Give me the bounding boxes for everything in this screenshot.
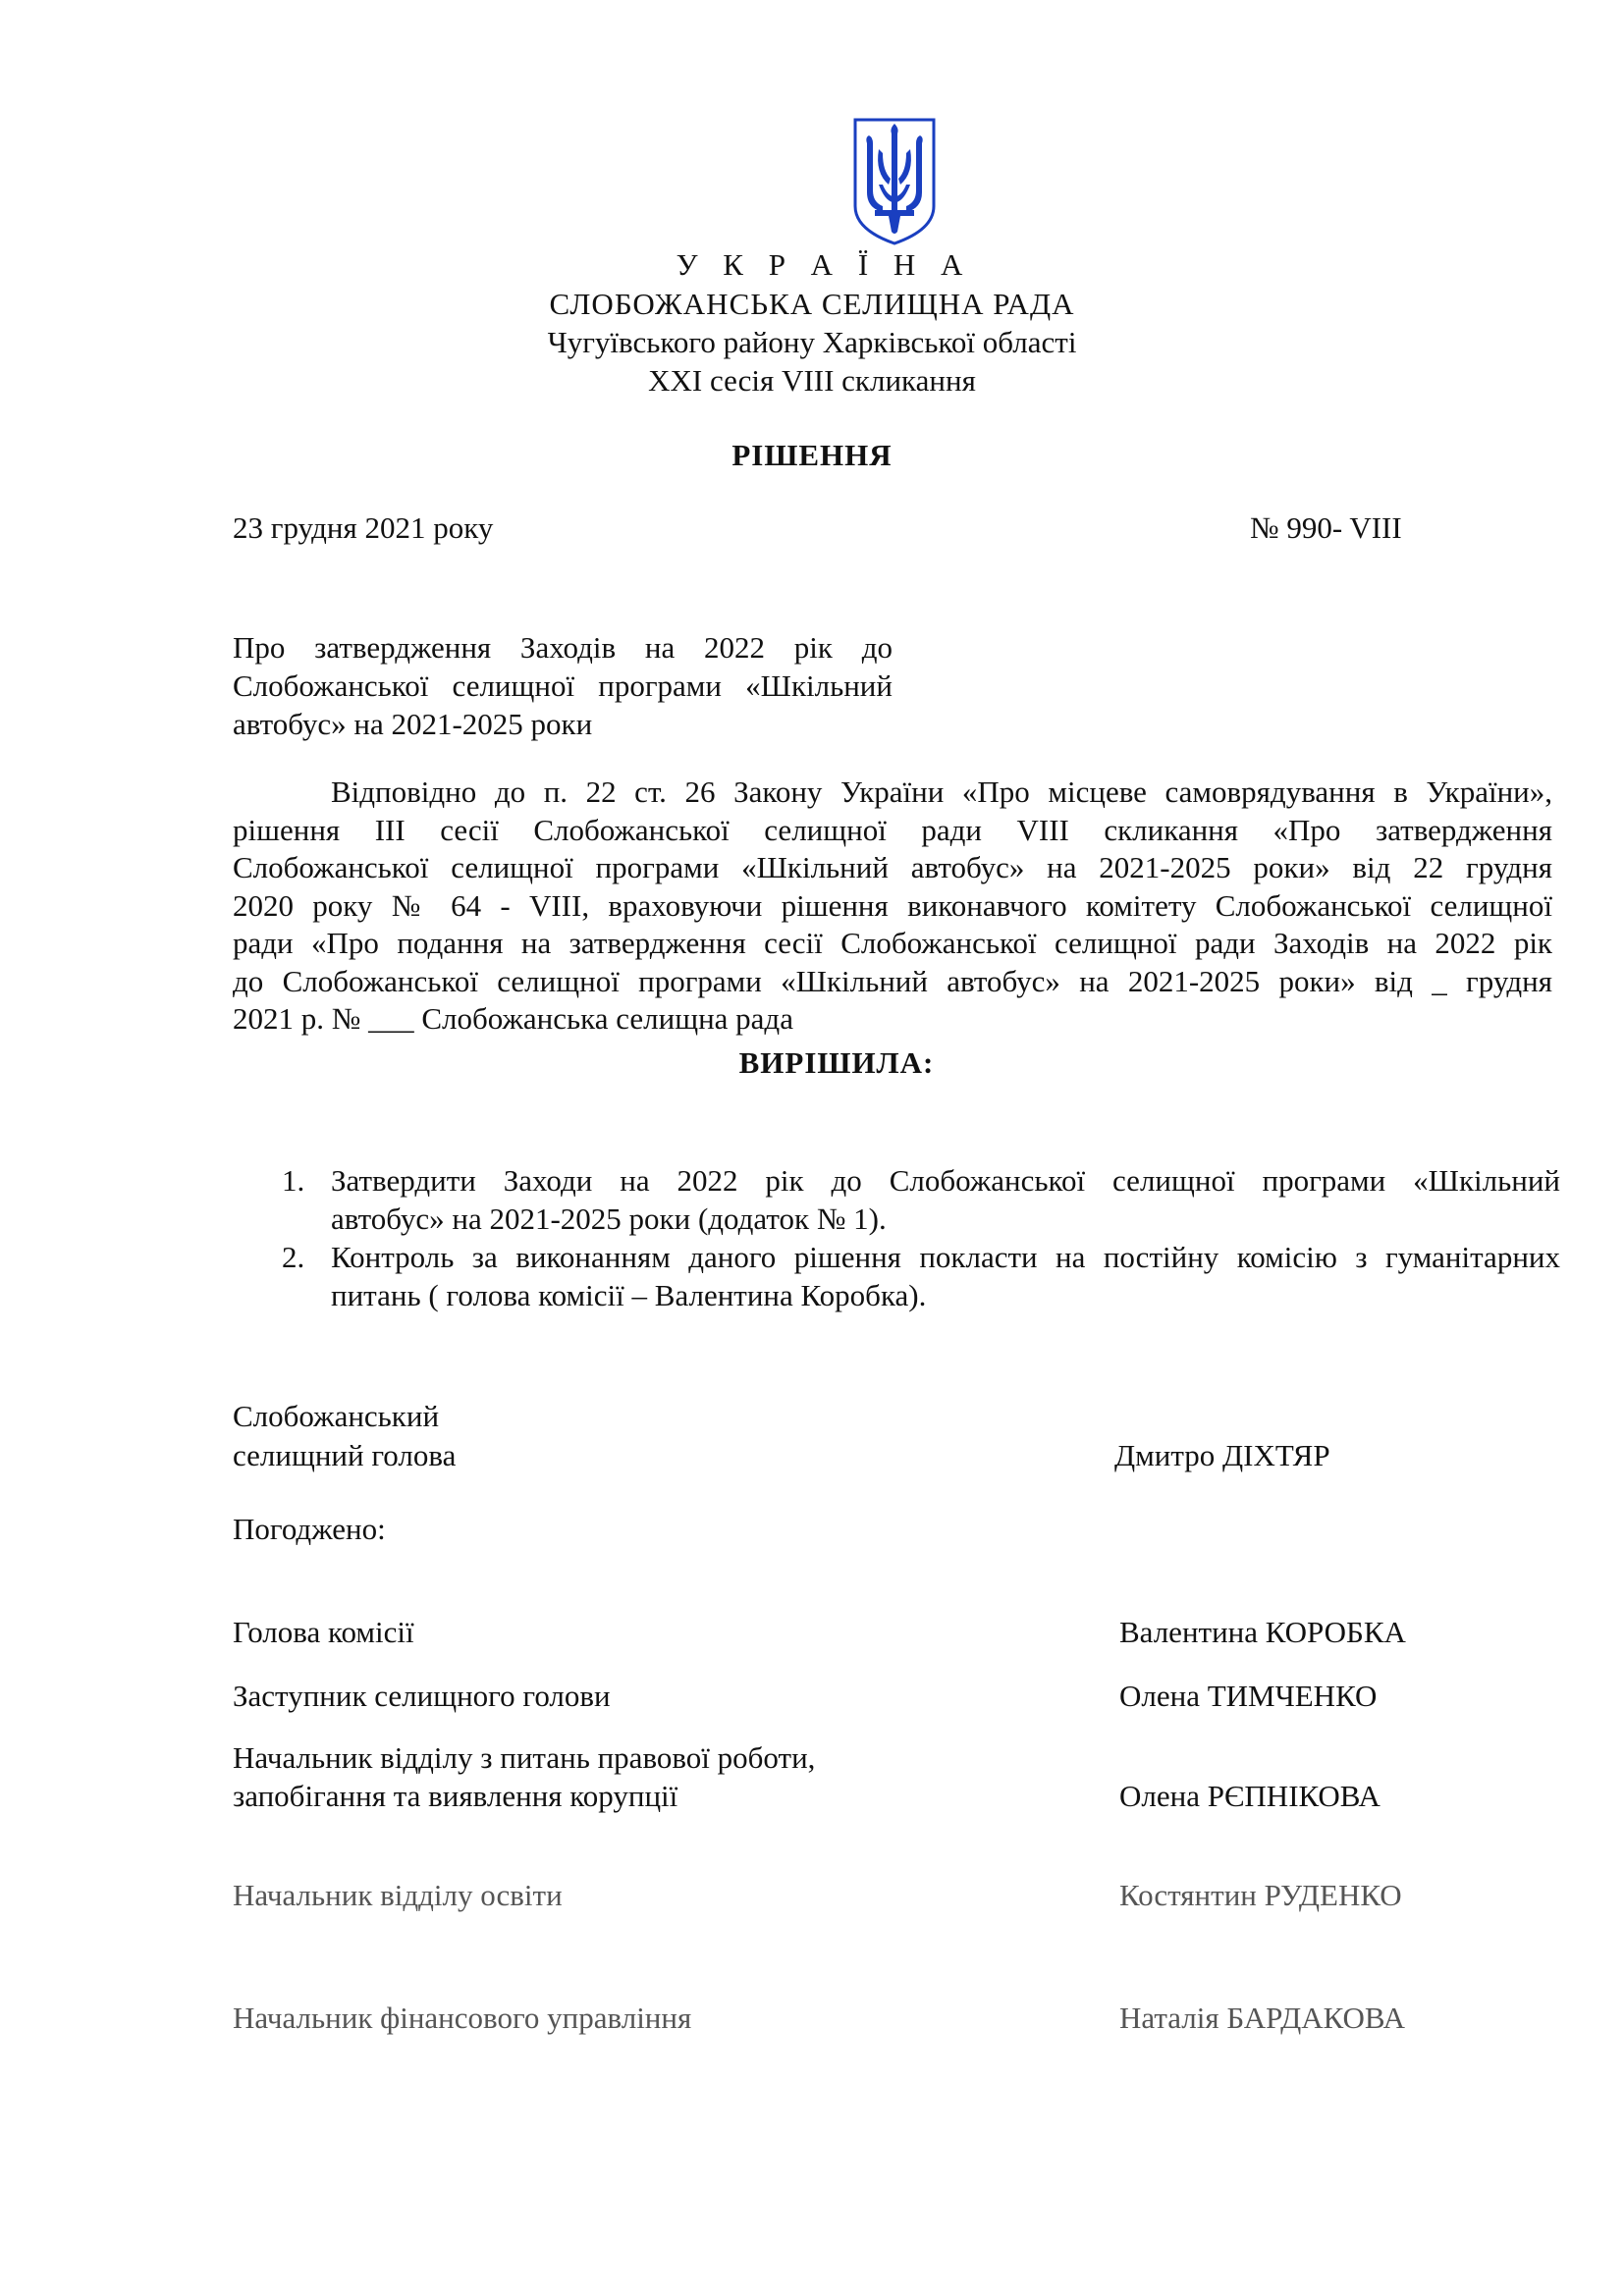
preamble-line: до Слобожанської селищної програми «Шкільний автобус» на 2021-2025 роки» від _ грудня — [233, 963, 1552, 998]
preamble-line: 2020 року № 64 - VIII, враховуючи рішення виконавчого комітету Слобожанської селищної — [233, 887, 1552, 923]
district-name: Чугуївського району Харківської області — [547, 325, 1077, 359]
approver-name: Олена ТИМЧЕНКО — [1119, 1679, 1378, 1713]
list-item — [282, 1161, 1560, 1238]
list-item-number: 2. — [282, 1240, 305, 1274]
approver-position: Начальник фінансового управління — [233, 2001, 692, 2035]
subject-line: Слобожанської селищної програми «Шкільний — [233, 668, 893, 703]
preamble-line: Відповідно до п. 22 ст. 26 Закону України «Про місцеве самоврядування в України», — [331, 774, 1552, 809]
preamble-line: Слобожанської селищної програми «Шкільний автобус» на 2021-2025 роки» від 22 грудня — [233, 850, 1552, 884]
preamble — [233, 774, 1552, 1039]
resolved-heading: ВИРІШИЛА: — [738, 1045, 935, 1080]
signatory-title-line2: селищний голова — [233, 1438, 457, 1472]
approver-position: Начальник відділу освіти — [233, 1878, 563, 1912]
session-info: XXI сесія VIII скликання — [648, 363, 976, 398]
approver-name: Валентина КОРОБКА — [1119, 1615, 1406, 1649]
preamble-line: 2021 р. № ___ Слобожанська селищна рада — [233, 1001, 793, 1036]
approver-position-line2: запобігання та виявлення корупції — [233, 1779, 678, 1813]
list-item-line: питань ( голова комісії – Валентина Коробка). — [331, 1278, 927, 1312]
subject-line: Про затвердження Заходів на 2022 рік до — [233, 630, 893, 665]
decision-subject — [233, 628, 893, 743]
approver-name: Наталія БАРДАКОВА — [1119, 2001, 1406, 2035]
list-item — [282, 1238, 1560, 1314]
approver-position: Начальник відділу з питань правової роботи, — [233, 1740, 816, 1775]
list-item-number: 1. — [282, 1163, 305, 1198]
coat-of-arms-icon — [849, 116, 940, 247]
document-number: № 990- VIII — [1250, 510, 1402, 545]
council-name: СЛОБОЖАНСЬКА СЕЛИЩНА РАДА — [549, 287, 1075, 321]
country-title: У К Р А Ї Н А — [676, 247, 972, 282]
approver-position: Голова комісії — [233, 1615, 414, 1649]
approval-label: Погоджено: — [233, 1512, 386, 1546]
preamble-line: ради «Про подання на затвердження сесії Слобожанської селищної ради Заходів на 2022 рік — [233, 926, 1552, 960]
document-title: РІШЕННЯ — [731, 438, 893, 472]
approver-position: Заступник селищного голови — [233, 1679, 611, 1713]
document-date: 23 грудня 2021 року — [233, 510, 494, 545]
preamble-line: рішення ІІІ сесії Слобожанської селищної ради VIII скликання «Про затвердження — [233, 812, 1552, 847]
list-item-line: Контроль за виконанням даного рішення покласти на постійну комісію з гуманітарних — [331, 1240, 1560, 1274]
subject-line: автобус» на 2021-2025 роки — [233, 707, 593, 741]
signatory-name: Дмитро ДІХТЯР — [1114, 1438, 1330, 1472]
signatory-title-line1: Слобожанський — [233, 1399, 440, 1433]
list-item-line: Затвердити Заходи на 2022 рік до Слобожанської селищної програми «Шкільний — [331, 1163, 1560, 1198]
list-item-line: автобус» на 2021-2025 роки (додаток № 1). — [331, 1201, 887, 1236]
decision-list — [282, 1161, 1560, 1314]
approver-name: Костянтин РУДЕНКО — [1119, 1878, 1402, 1912]
approver-name: Олена РЄПНІКОВА — [1119, 1779, 1380, 1813]
